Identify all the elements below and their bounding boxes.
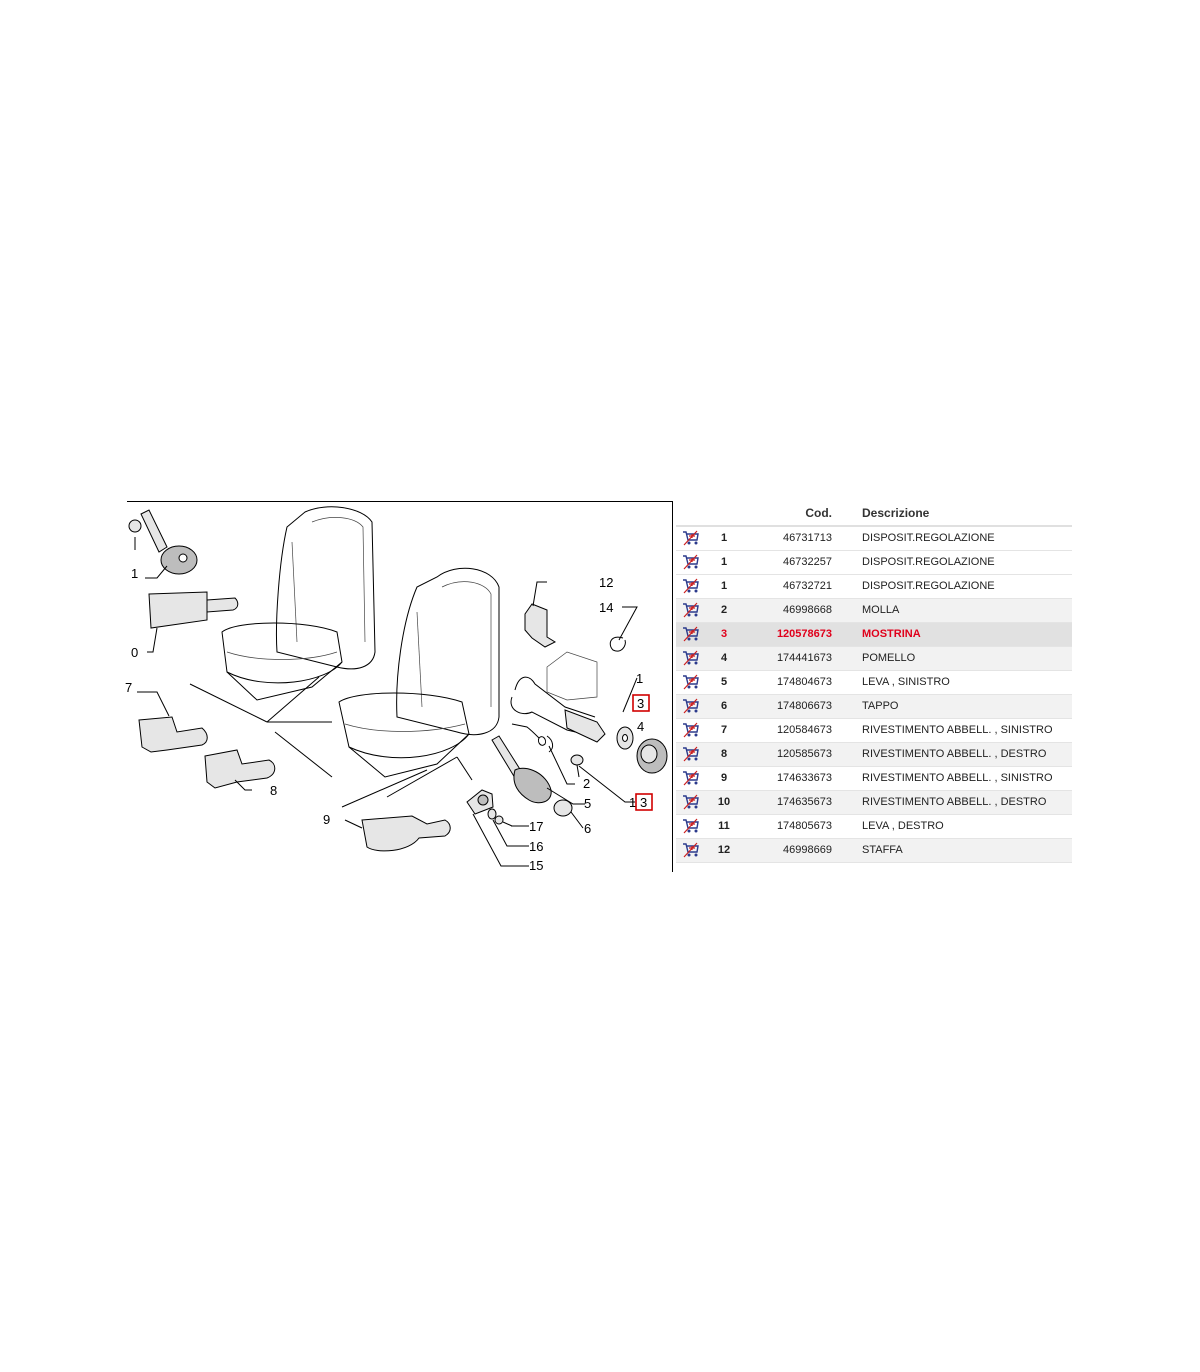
add-to-cart-cell[interactable] bbox=[676, 574, 706, 598]
add-to-cart-icon[interactable] bbox=[682, 794, 700, 810]
part-description: DISPOSIT.REGOLAZIONE bbox=[862, 580, 995, 592]
ref-number: 3 bbox=[720, 628, 728, 640]
callout-9: 9 bbox=[323, 812, 331, 827]
part-description: LEVA , SINISTRO bbox=[862, 676, 950, 688]
callout-8: 8 bbox=[270, 783, 278, 798]
part-lever-5 bbox=[492, 736, 551, 803]
part-screw-17 bbox=[495, 816, 512, 826]
table-row[interactable] bbox=[676, 670, 1072, 694]
add-to-cart-icon[interactable] bbox=[682, 650, 700, 666]
part-pin-13 bbox=[571, 755, 583, 777]
ref-number: 11 bbox=[718, 820, 730, 832]
callout-4: 4 bbox=[637, 719, 645, 734]
part-description: DISPOSIT.REGOLAZIONE bbox=[862, 556, 995, 568]
part-description: RIVESTIMENTO ABBELL. , DESTRO bbox=[862, 796, 1047, 808]
ref-number: 2 bbox=[720, 604, 728, 616]
add-to-cart-icon[interactable] bbox=[682, 818, 700, 834]
add-to-cart-icon[interactable] bbox=[682, 626, 700, 642]
table-row[interactable] bbox=[676, 526, 1072, 550]
part-code: 120578673 bbox=[776, 628, 832, 640]
part-bushing-16 bbox=[488, 809, 496, 819]
part-description: DISPOSIT.REGOLAZIONE bbox=[862, 532, 995, 545]
callout-6: 6 bbox=[584, 821, 592, 836]
part-code: 46998669 bbox=[783, 844, 832, 856]
part-cap-6 bbox=[554, 800, 572, 816]
table-row[interactable] bbox=[676, 574, 1072, 598]
part-description: POMELLO bbox=[862, 652, 916, 664]
ref-number: 6 bbox=[720, 700, 728, 712]
callout-1b: 1 bbox=[636, 671, 644, 686]
add-to-cart-icon[interactable] bbox=[682, 554, 700, 570]
part-code: 46732257 bbox=[783, 556, 832, 568]
part-code: 174633673 bbox=[776, 772, 832, 784]
part-description: RIVESTIMENTO ABBELL. , SINISTRO bbox=[862, 724, 1053, 736]
callout-12: 12 bbox=[599, 575, 614, 590]
parts-table-panel bbox=[676, 501, 1072, 871]
add-to-cart-cell[interactable] bbox=[676, 742, 706, 766]
part-spring-2 bbox=[512, 724, 553, 752]
part-cover-7 bbox=[139, 717, 207, 752]
header-code: Cod. bbox=[742, 501, 862, 526]
part-code: 120584673 bbox=[776, 724, 832, 736]
add-to-cart-cell[interactable] bbox=[676, 622, 706, 646]
part-code: 174441673 bbox=[776, 652, 832, 664]
table-row[interactable] bbox=[676, 766, 1072, 790]
part-description: MOLLA bbox=[862, 604, 900, 616]
header-ref bbox=[706, 501, 742, 526]
header-description: Descrizione bbox=[862, 501, 1072, 526]
ref-number: 5 bbox=[720, 676, 728, 688]
ref-number: 8 bbox=[720, 748, 728, 760]
ref-number: 10 bbox=[717, 796, 731, 808]
add-to-cart-icon[interactable] bbox=[682, 530, 700, 546]
seat-left-drawing bbox=[222, 507, 375, 700]
callout-14: 14 bbox=[599, 600, 614, 615]
part-description: MOSTRINA bbox=[862, 628, 921, 640]
part-clip-14 bbox=[610, 637, 625, 651]
ref-number: 4 bbox=[720, 652, 728, 664]
part-code: 46732721 bbox=[783, 580, 832, 592]
part-code: 174635673 bbox=[776, 796, 832, 808]
exploded-diagram bbox=[127, 501, 673, 872]
add-to-cart-cell[interactable] bbox=[676, 598, 706, 622]
part-knob-4 bbox=[637, 739, 667, 773]
add-to-cart-icon[interactable] bbox=[682, 722, 700, 738]
add-to-cart-cell[interactable] bbox=[676, 550, 706, 574]
part-code: 46998668 bbox=[783, 604, 832, 616]
add-to-cart-cell[interactable] bbox=[676, 790, 706, 814]
ref-number: 1 bbox=[720, 532, 728, 545]
part-description: LEVA , DESTRO bbox=[862, 820, 944, 832]
ref-number: 1 bbox=[720, 580, 728, 592]
callout-5: 5 bbox=[584, 796, 592, 811]
add-to-cart-cell[interactable] bbox=[676, 670, 706, 694]
callout-16: 16 bbox=[529, 839, 544, 854]
add-to-cart-icon[interactable] bbox=[682, 602, 700, 618]
callout-3b: 3 bbox=[640, 795, 648, 810]
callout-13a: 1 bbox=[629, 795, 637, 810]
table-row[interactable] bbox=[676, 838, 1072, 862]
part-washer-3 bbox=[617, 727, 633, 749]
table-row[interactable] bbox=[676, 598, 1072, 622]
callout-17: 17 bbox=[529, 819, 544, 834]
add-to-cart-cell[interactable] bbox=[676, 814, 706, 838]
part-description: STAFFA bbox=[862, 844, 903, 856]
add-to-cart-cell[interactable] bbox=[676, 646, 706, 670]
part-bracket-12 bbox=[525, 604, 555, 647]
assembly-lines bbox=[190, 677, 472, 807]
callout-15: 15 bbox=[529, 858, 544, 873]
part-cover-8 bbox=[205, 750, 275, 788]
part-code: 46731713 bbox=[783, 532, 832, 545]
add-to-cart-icon[interactable] bbox=[682, 842, 700, 858]
part-cover-9 bbox=[362, 816, 450, 851]
callout-1a: 1 bbox=[131, 566, 139, 581]
callout-0: 0 bbox=[131, 645, 139, 660]
callout-2: 2 bbox=[583, 776, 591, 791]
add-to-cart-icon[interactable] bbox=[682, 578, 700, 594]
part-mechanism-1 bbox=[511, 652, 605, 742]
part-code: 120585673 bbox=[776, 748, 832, 760]
table-row[interactable] bbox=[676, 622, 1072, 646]
add-to-cart-icon[interactable] bbox=[682, 698, 700, 714]
part-description: RIVESTIMENTO ABBELL. , DESTRO bbox=[862, 748, 1047, 760]
add-to-cart-cell[interactable] bbox=[676, 526, 706, 550]
table-row[interactable] bbox=[676, 814, 1072, 838]
seat-right-drawing bbox=[339, 568, 499, 777]
add-to-cart-icon[interactable] bbox=[682, 746, 700, 762]
table-row[interactable] bbox=[676, 694, 1072, 718]
table-header-row bbox=[676, 501, 1072, 526]
table-row[interactable] bbox=[676, 550, 1072, 574]
table-row[interactable] bbox=[676, 742, 1072, 766]
add-to-cart-icon[interactable] bbox=[682, 674, 700, 690]
ref-number: 12 bbox=[717, 844, 731, 856]
part-description: TAPPO bbox=[862, 700, 899, 712]
table-row[interactable] bbox=[676, 790, 1072, 814]
table-row[interactable] bbox=[676, 718, 1072, 742]
parts-table bbox=[676, 501, 1072, 863]
part-code: 174805673 bbox=[776, 820, 832, 832]
add-to-cart-cell[interactable] bbox=[676, 694, 706, 718]
add-to-cart-cell[interactable] bbox=[676, 766, 706, 790]
add-to-cart-cell[interactable] bbox=[676, 838, 706, 862]
parts-table-body bbox=[676, 526, 1072, 862]
header-icon bbox=[676, 501, 706, 526]
part-bracket-0 bbox=[149, 592, 238, 628]
ref-number: 1 bbox=[720, 556, 728, 568]
callout-3a: 3 bbox=[637, 696, 645, 711]
add-to-cart-cell[interactable] bbox=[676, 718, 706, 742]
part-code: 174806673 bbox=[776, 700, 832, 712]
part-lever-top-left bbox=[129, 510, 197, 574]
part-code: 174804673 bbox=[776, 676, 832, 688]
part-description: RIVESTIMENTO ABBELL. , SINISTRO bbox=[862, 772, 1053, 784]
table-row[interactable] bbox=[676, 646, 1072, 670]
ref-number: 7 bbox=[720, 724, 728, 736]
add-to-cart-icon[interactable] bbox=[682, 770, 700, 786]
callout-7: 7 bbox=[125, 680, 133, 695]
ref-number: 9 bbox=[720, 772, 728, 784]
